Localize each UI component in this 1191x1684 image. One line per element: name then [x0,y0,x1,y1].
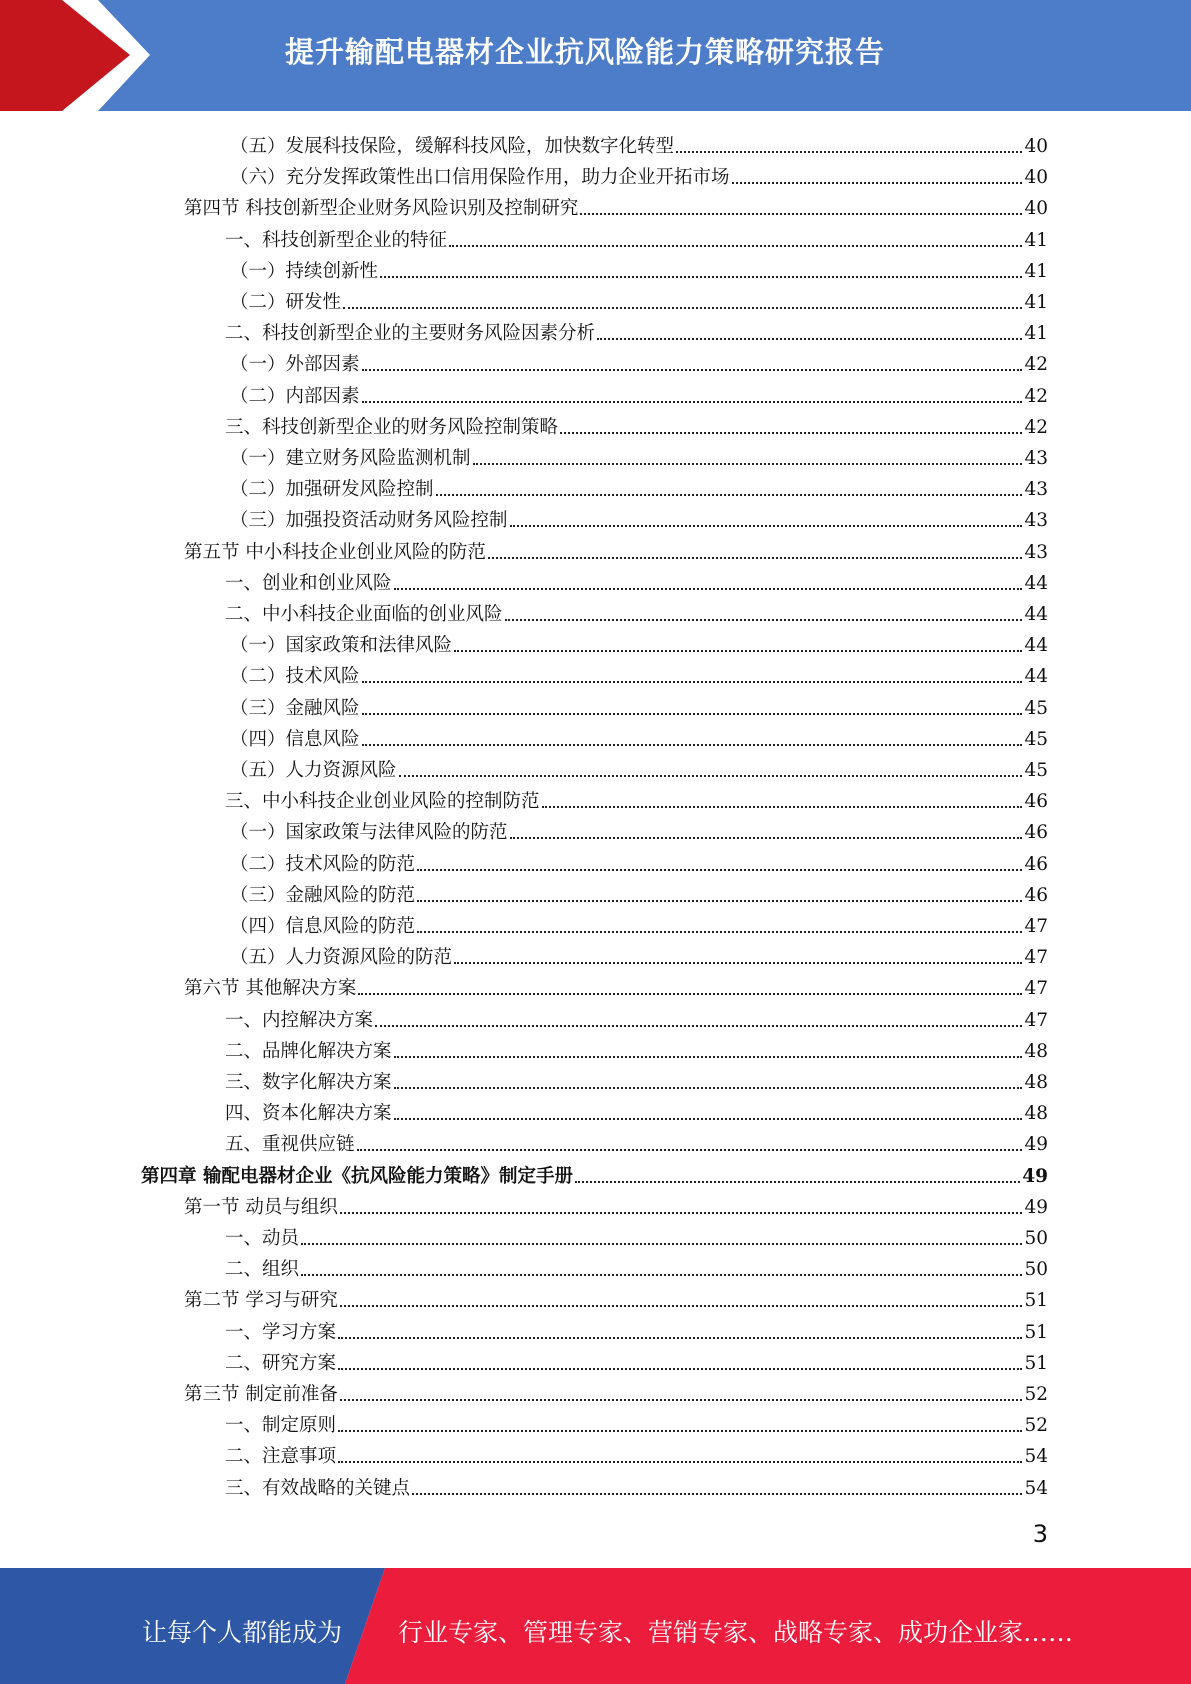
page-footer [0,1568,1191,1684]
toc-entry-title: 第六节 其他解决方案 [184,978,357,1000]
toc-entry[interactable] [230,440,1048,471]
toc-entry-page: 52 [1024,1384,1048,1405]
toc-entry-title: （五）人力资源风险 [230,760,397,781]
toc-entry-page: 49 [1024,1196,1048,1218]
toc-entry[interactable] [225,222,1048,253]
toc-leader-dots [301,1274,1022,1276]
toc-entry-page: 40 [1024,167,1048,189]
toc-entry-page: 43 [1024,479,1048,501]
toc-entry-title: 一、科技创新型企业的特征 [225,229,448,251]
toc-leader-dots [575,1181,1020,1183]
toc-entry-page: 40 [1024,136,1048,157]
page-header [0,0,1191,111]
toc-entry-page: 48 [1024,1040,1048,1062]
toc-leader-dots [362,744,1023,746]
toc-entry[interactable] [225,315,1048,346]
footer-slogan-right: 行业专家、管理专家、营销专家、战略专家、成功企业家…… [398,1618,1074,1647]
toc-entry-title: 三、数字化解决方案 [225,1072,392,1093]
toc-entry-page: 45 [1024,760,1048,781]
toc-entry[interactable] [230,128,1048,159]
toc-entry[interactable] [230,690,1048,721]
toc-entry-title: （二）研发性 [230,292,342,313]
toc-entry-title: （三）加强投资活动财务风险控制 [230,510,508,532]
toc-entry-page: 51 [1024,1352,1048,1374]
toc-entry-page: 47 [1024,916,1048,937]
toc-entry-title: （五）人力资源风险的防范 [230,947,453,969]
toc-entry-title: 二、注意事项 [225,1446,337,1468]
toc-entry[interactable] [225,1033,1048,1064]
toc-entry-title: 第四章 输配电器材企业《抗风险能力策略》制定手册 [141,1165,573,1187]
toc-entry-title: （四）信息风险的防范 [230,916,416,937]
toc-entry[interactable] [184,1376,1048,1407]
toc-leader-dots [357,1149,1023,1151]
toc-entry-title: （二）技术风险的防范 [230,853,416,875]
toc-entry[interactable] [141,1158,1048,1189]
toc-entry[interactable] [225,1438,1048,1469]
toc-entry-page: 40 [1024,198,1048,220]
toc-entry-title: 第一节 动员与组织 [184,1196,338,1218]
toc-entry-page: 46 [1024,853,1048,875]
toc-entry-page: 43 [1024,510,1048,532]
toc-entry-page: 50 [1024,1228,1048,1249]
toc-entry-title: （二）加强研发风险控制 [230,479,434,501]
toc-entry[interactable] [225,1126,1048,1157]
toc-entry-title: （六）充分发挥政策性出口信用保险作用，助力企业开拓市场 [230,167,730,189]
toc-entry[interactable] [230,877,1048,908]
toc-entry-title: 一、动员 [225,1228,300,1249]
toc-leader-dots [417,900,1022,902]
toc-leader-dots [542,806,1023,808]
toc-entry-title: 二、品牌化解决方案 [225,1040,392,1062]
toc-entry-page: 48 [1024,1072,1048,1093]
toc-entry-title: 二、组织 [225,1259,300,1281]
toc-leader-dots [340,1212,1023,1214]
toc-entry-page: 41 [1024,260,1048,282]
toc-entry-title: 第四节 科技创新型企业财务风险识别及控制研究 [184,198,579,220]
toc-entry-title: （三）金融风险的防范 [230,884,416,906]
toc-entry-title: 二、研究方案 [225,1352,337,1374]
toc-entry-title: 第五节 中小科技企业创业风险的防范 [184,541,486,563]
toc-entry-page: 42 [1024,416,1048,438]
toc-entry-page: 47 [1024,1009,1048,1031]
toc-entry-title: 一、内控解决方案 [225,1009,374,1031]
toc-entry[interactable] [230,814,1048,845]
toc-entry-title: 一、创业和创业风险 [225,572,392,594]
toc-entry-page: 44 [1024,604,1048,625]
toc-entry-page: 41 [1024,323,1048,345]
toc-entry[interactable] [184,970,1048,1001]
toc-leader-dots [394,1087,1023,1089]
toc-entry[interactable] [230,939,1048,970]
toc-leader-dots [676,151,1022,153]
toc-entry[interactable] [225,1314,1048,1345]
toc-entry-title: 三、科技创新型企业的财务风险控制策略 [225,416,559,438]
toc-leader-dots [301,1243,1022,1245]
toc-leader-dots [358,993,1022,995]
toc-entry[interactable] [225,409,1048,440]
toc-entry-title: 三、中小科技企业创业风险的控制防范 [225,791,540,813]
toc-leader-dots [488,557,1023,559]
toc-entry-page: 54 [1024,1477,1048,1499]
toc-entry-page: 51 [1024,1321,1048,1343]
toc-leader-dots [362,369,1023,371]
toc-leader-dots [340,1305,1023,1307]
toc-entry-page: 49 [1024,1134,1048,1156]
toc-entry-title: 二、科技创新型企业的主要财务风险因素分析 [225,323,596,345]
toc-entry[interactable] [230,253,1048,284]
toc-entry-title: 一、学习方案 [225,1321,337,1343]
toc-entry[interactable] [225,783,1048,814]
toc-entry-page: 44 [1024,635,1048,657]
toc-entry-title: （五）发展科技保险，缓解科技风险，加快数字化转型 [230,136,675,157]
toc-leader-dots [338,1461,1022,1463]
toc-entry-title: （一）国家政策和法律风险 [230,635,453,657]
toc-leader-dots [340,1399,1023,1401]
toc-leader-dots [343,307,1022,309]
toc-leader-dots [732,182,1023,184]
toc-leader-dots [394,588,1023,590]
toc-entry[interactable] [230,284,1048,315]
toc-entry-page: 44 [1024,572,1048,594]
toc-leader-dots [375,1025,1022,1027]
toc-leader-dots [510,837,1023,839]
toc-leader-dots [454,962,1022,964]
toc-entry-title: （四）信息风险 [230,728,360,750]
toc-entry-title: 四、资本化解决方案 [225,1103,392,1125]
toc-entry[interactable] [184,1282,1048,1313]
toc-entry-title: 一、制定原则 [225,1415,337,1437]
toc-entry-title: （二）内部因素 [230,385,360,407]
toc-entry-page: 48 [1024,1103,1048,1125]
toc-entry[interactable] [184,534,1048,565]
toc-entry[interactable] [230,378,1048,409]
page-number: 3 [1032,1520,1048,1548]
toc-entry-title: 五、重视供应链 [225,1134,355,1156]
toc-leader-dots [338,1430,1022,1432]
toc-leader-dots [417,869,1022,871]
toc-entry-page: 46 [1024,822,1048,844]
toc-entry-title: 二、中小科技企业面临的创业风险 [225,604,503,625]
toc-leader-dots [449,245,1022,247]
toc-leader-dots [394,1118,1023,1120]
toc-entry-page: 45 [1024,697,1048,719]
toc-leader-dots [394,1056,1023,1058]
toc-entry-page: 42 [1024,385,1048,407]
toc-entry-page: 43 [1024,448,1048,469]
toc-entry[interactable] [225,1095,1048,1126]
toc-entry-page: 49 [1022,1165,1048,1187]
toc-entry[interactable] [225,565,1048,596]
toc-entry-page: 43 [1024,541,1048,563]
toc-leader-dots [362,401,1023,403]
toc-leader-dots [510,525,1023,527]
toc-entry[interactable] [225,1407,1048,1438]
toc-leader-dots [338,1368,1022,1370]
toc-entry[interactable] [225,1064,1048,1095]
toc-leader-dots [580,213,1022,215]
toc-entry[interactable] [230,721,1048,752]
toc-entry[interactable] [230,159,1048,190]
toc-leader-dots [560,432,1022,434]
toc-entry-title: （三）金融风险 [230,697,360,719]
footer-slogan-left: 让每个人都能成为 [142,1618,343,1647]
toc-entry[interactable] [230,346,1048,377]
toc-entry-title: （二）技术风险 [230,666,360,688]
toc-entry-page: 46 [1024,791,1048,813]
toc-entry-page: 45 [1024,728,1048,750]
toc-entry-title: （一）持续创新性 [230,260,379,282]
toc-leader-dots [362,713,1023,715]
toc-entry-page: 54 [1024,1446,1048,1468]
toc-entry[interactable] [225,1251,1048,1282]
toc-entry-page: 44 [1024,666,1048,688]
toc-entry[interactable] [230,846,1048,877]
toc-entry-title: 三、有效战略的关键点 [225,1477,411,1499]
toc-entry-page: 47 [1024,978,1048,1000]
toc-entry[interactable] [184,190,1048,221]
toc-leader-dots [362,681,1023,683]
toc-leader-dots [412,1493,1022,1495]
toc-entry[interactable] [184,1189,1048,1220]
toc-entry-page: 42 [1024,354,1048,376]
toc-entry[interactable] [225,1345,1048,1376]
toc-entry[interactable] [230,908,1048,939]
toc-entry-page: 46 [1024,884,1048,906]
toc-entry[interactable] [230,752,1048,783]
toc-entry-page: 50 [1024,1259,1048,1281]
toc-entry-page: 52 [1024,1415,1048,1437]
toc-entry-title: 第三节 制定前准备 [184,1384,338,1405]
toc-entry-title: （一）建立财务风险监测机制 [230,448,471,469]
toc-entry[interactable] [230,471,1048,502]
toc-entry[interactable] [225,596,1048,627]
toc-leader-dots [417,931,1022,933]
toc-leader-dots [505,619,1023,621]
toc-entry[interactable] [225,1002,1048,1033]
toc-entry-page: 41 [1024,292,1048,313]
toc-entry-title: 第二节 学习与研究 [184,1290,338,1312]
toc-entry-page: 47 [1024,947,1048,969]
toc-entry[interactable] [225,1470,1048,1501]
toc-entry-page: 51 [1024,1290,1048,1312]
toc-leader-dots [399,775,1023,777]
toc-leader-dots [473,463,1023,465]
toc-entry-page: 41 [1024,229,1048,251]
header-title: 提升输配电器材企业抗风险能力策略研究报告 [285,35,886,69]
toc-entry-title: （一）国家政策与法律风险的防范 [230,822,508,844]
toc-entry-title: （一）外部因素 [230,354,360,376]
toc-leader-dots [436,494,1023,496]
toc-leader-dots [338,1337,1022,1339]
toc-leader-dots [380,276,1022,278]
toc-leader-dots [454,650,1022,652]
toc-entry[interactable] [225,1220,1048,1251]
toc-leader-dots [597,338,1022,340]
toc-entry[interactable] [230,627,1048,658]
toc-entry[interactable] [230,502,1048,533]
toc-entry[interactable] [230,658,1048,689]
